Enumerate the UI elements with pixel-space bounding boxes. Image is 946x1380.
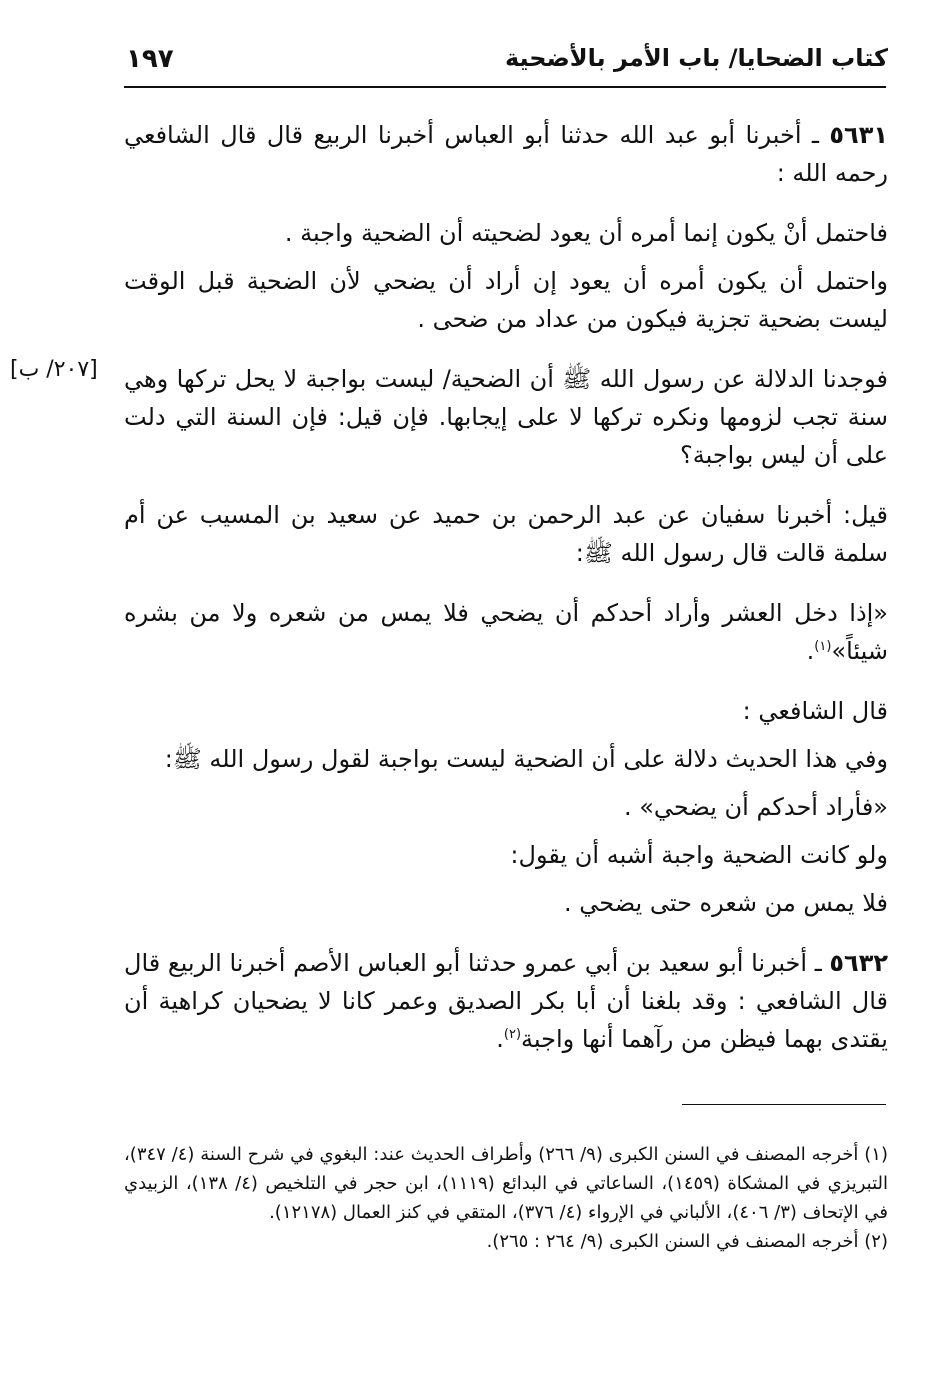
punctuation: . — [806, 637, 815, 665]
paragraph: فاحتمل أنْ يكون إنما أمره أن يعود لضحيته أن الضحية واجبة . — [284, 219, 888, 247]
hadith-quote: «فأراد أحدكم أن يضحي» . — [623, 793, 888, 821]
paragraph: قال الشافعي : — [742, 697, 888, 725]
paragraph-5631 — [124, 116, 888, 192]
paragraph-text: ـ أخبرنا أبو سعيد بن أبي عمرو حدثنا أبو العباس الأصم أخبرنا الربيع قال قال الشافعي : وقد بلغنا أن أبا بكر الصديق وعمر كانا لا يضحيان كراهية أن يقتدى بهما فيظن من رآهما أنها واجبة — [124, 949, 888, 1053]
footnote-text: أخرجه المصنف في السنن الكبرى (٩/ ٢٦٦) وأطراف الحديث عند: البغوي في شرح السنة (٤/ ٣٤٧)، التبريزي في المشكاة (١٤٥٩)، الساعاتي في البدائع (١١١٩)، ابن حجر في التلخيص (٤/ ١٣٨)، الزبيدي في الإتحاف (٣/ ٤٠٦)، الألباني في الإرواء (٤/ ٣٧٦)، المتقي في كنز العمال (١٢١٧٨). — [124, 1144, 888, 1223]
footnote-text: أخرجه المصنف في السنن الكبرى (٩/ ٢٦٤ : ٢٦٥). — [486, 1231, 859, 1252]
paragraph: فوجدنا الدلالة عن رسول الله ﷺ أن الضحية/ ليست بواجبة لا يحل تركها وهي سنة تجب لزومها ونكره تركها لا على إيجابها. فإن قيل: فإن السنة التي دلت على أن ليس بواجبة؟ — [124, 365, 888, 469]
main-text — [124, 116, 888, 1068]
manuscript-folio-note: [٢٠٧/ ب] — [10, 357, 98, 382]
punctuation: . — [496, 1025, 504, 1053]
paragraph-5632 — [124, 944, 888, 1058]
paragraph: وفي هذا الحديث دلالة على أن الضحية ليست بواجبة لقول رسول الله ﷺ: — [164, 745, 888, 773]
paragraph: فلا يمس من شعره حتى يضحي . — [563, 889, 888, 917]
hadith-quote — [124, 594, 888, 670]
footnotes — [124, 1140, 888, 1256]
paragraph: قيل: أخبرنا سفيان عن عبد الرحمن بن حميد عن سعيد بن المسيب عن أم سلمة قالت قال رسول الله ﷺ: — [124, 501, 888, 567]
hadith-number: ٥٦٣١ — [829, 121, 888, 149]
running-header-title: كتاب الضحايا/ باب الأمر بالأضحية — [504, 44, 888, 72]
header-rule — [124, 86, 886, 88]
hadith-number: ٥٦٣٢ — [829, 949, 888, 977]
paragraph: ولو كانت الضحية واجبة أشبه أن يقول: — [510, 841, 888, 869]
footnote-marker: (٢) — [864, 1231, 888, 1252]
paragraph: واحتمل أن يكون أمره أن يعود إن أراد أن يضحي لأن الضحية قبل الوقت ليست بضحية تجزية فيكون من عداد من ضحى . — [124, 267, 888, 333]
footnote-separator — [682, 1104, 886, 1105]
footnote-ref: (٢) — [503, 1027, 522, 1042]
quote-text: «إذا دخل العشر وأراد أحدكم أن يضحي فلا يمس من شعره ولا من بشره شيئاً» — [124, 599, 888, 665]
footnote-2 — [124, 1227, 888, 1256]
footnote-ref: (١) — [814, 639, 832, 654]
page-number: ١٩٧ — [126, 44, 174, 74]
footnote-1 — [124, 1140, 888, 1227]
paragraph-text: ـ أخبرنا أبو عبد الله حدثنا أبو العباس أخبرنا الربيع قال قال الشافعي رحمه الله : — [124, 121, 888, 187]
footnote-marker: (١) — [864, 1144, 888, 1165]
